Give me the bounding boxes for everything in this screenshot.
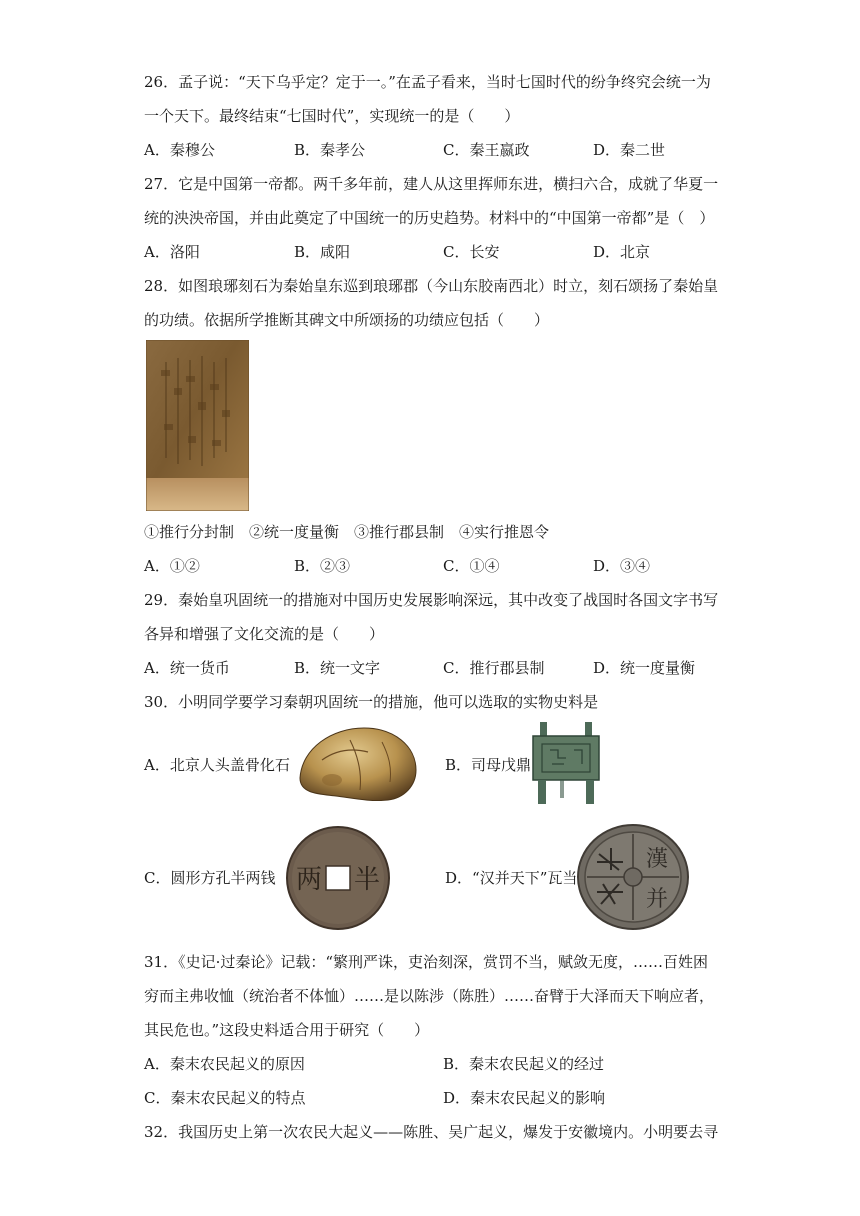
- question-27-option-a: A．洛阳: [144, 243, 200, 261]
- question-29-option-c: C．推行郡县制: [443, 659, 545, 677]
- question-28-line-1: 28．如图琅琊刻石为秦始皇东巡到琅琊郡（今山东胶南西北）时立，刻石颂扬了秦始皇: [144, 277, 719, 295]
- question-30-stem: 30．小明同学要学习秦朝巩固统一的措施，他可以选取的实物史料是: [144, 693, 599, 711]
- banliang-coin-image: [283, 824, 393, 932]
- simuwu-ding-image: [530, 720, 602, 806]
- question-31-option-a: A．秦末农民起义的原因: [144, 1055, 305, 1073]
- question-30-option-d: D．“汉并天下”瓦当: [445, 869, 578, 887]
- question-28-statements: ①推行分封制 ②统一度量衡 ③推行郡县制 ④实行推恩令: [144, 523, 550, 541]
- question-27-option-c: C．长安: [443, 243, 500, 261]
- question-28-option-a: A．①②: [144, 557, 200, 575]
- question-32-line-1: 32．我国历史上第一次农民大起义——陈胜、吴广起义，爆发于安徽境内。小明要去寻: [144, 1123, 719, 1141]
- question-29-line-2: 各异和增强了文化交流的是（ ）: [144, 625, 385, 643]
- langya-stele-image: [146, 340, 249, 511]
- han-tile-end-image: [575, 822, 691, 932]
- question-27-line-2: 统的泱泱帝国，并由此奠定了中国统一的历史趋势。材料中的“中国第一帝都”是（ ）: [144, 209, 715, 227]
- question-29-option-b: B．统一文字: [294, 659, 381, 677]
- question-31-line-2: 穷而主弗收恤（统治者不体恤）……是以陈涉（陈胜）……奋臂于大泽而天下响应者，: [144, 987, 715, 1005]
- question-28-option-d: D．③④: [593, 557, 651, 575]
- question-26-option-a: A．秦穆公: [144, 141, 215, 159]
- tile-glyph-bottom-right: 并: [645, 887, 669, 912]
- question-27-option-d: D．北京: [593, 243, 651, 261]
- question-27-option-b: B．咸阳: [294, 243, 351, 261]
- question-31-option-c: C．秦末农民起义的特点: [144, 1089, 306, 1107]
- question-31-option-b: B．秦末农民起义的经过: [443, 1055, 605, 1073]
- coin-glyph-right: 半: [353, 865, 381, 895]
- question-31-option-d: D．秦末农民起义的影响: [443, 1089, 606, 1107]
- question-26-option-d: D．秦二世: [593, 141, 666, 159]
- tile-glyph-top-right: 漢: [645, 847, 669, 872]
- question-30-option-a: A．北京人头盖骨化石: [144, 756, 290, 774]
- question-26-option-b: B．秦孝公: [294, 141, 366, 159]
- question-31-line-1: 31．《史记·过秦论》记载：“繁刑严诛，吏治刻深，赏罚不当，赋敛无度，……百姓困: [144, 953, 709, 971]
- question-28-line-2: 的功绩。依据所学推断其碑文中所颂扬的功绩应包括（ ）: [144, 311, 550, 329]
- question-26-line-2: 一个天下。最终结束“七国时代”，实现统一的是（ ）: [144, 107, 520, 125]
- question-29-option-d: D．统一度量衡: [593, 659, 696, 677]
- question-29-line-1: 29．秦始皇巩固统一的措施对中国历史发展影响深远，其中改变了战国时各国文字书写: [144, 591, 719, 609]
- question-31-line-3: 其民危也。”这段史料适合用于研究（ ）: [144, 1021, 430, 1039]
- question-27-line-1: 27．它是中国第一帝都。两千多年前，建人从这里挥师东进，横扫六合，成就了华夏一: [144, 175, 719, 193]
- question-30-option-b: B．司母戊鼎: [445, 756, 532, 774]
- question-29-option-a: A．统一货币: [144, 659, 230, 677]
- question-26-option-c: C．秦王嬴政: [443, 141, 530, 159]
- question-28-option-c: C．①④: [443, 557, 500, 575]
- question-28-option-b: B．②③: [294, 557, 351, 575]
- question-26-line-1: 26．孟子说：“天下乌乎定？定于一。”在孟子看来，当时七国时代的纷争终究会统一为: [144, 73, 711, 91]
- coin-glyph-left: 两: [295, 865, 323, 895]
- question-30-option-c: C．圆形方孔半两钱: [144, 869, 276, 887]
- peking-man-skull-image: [292, 720, 422, 808]
